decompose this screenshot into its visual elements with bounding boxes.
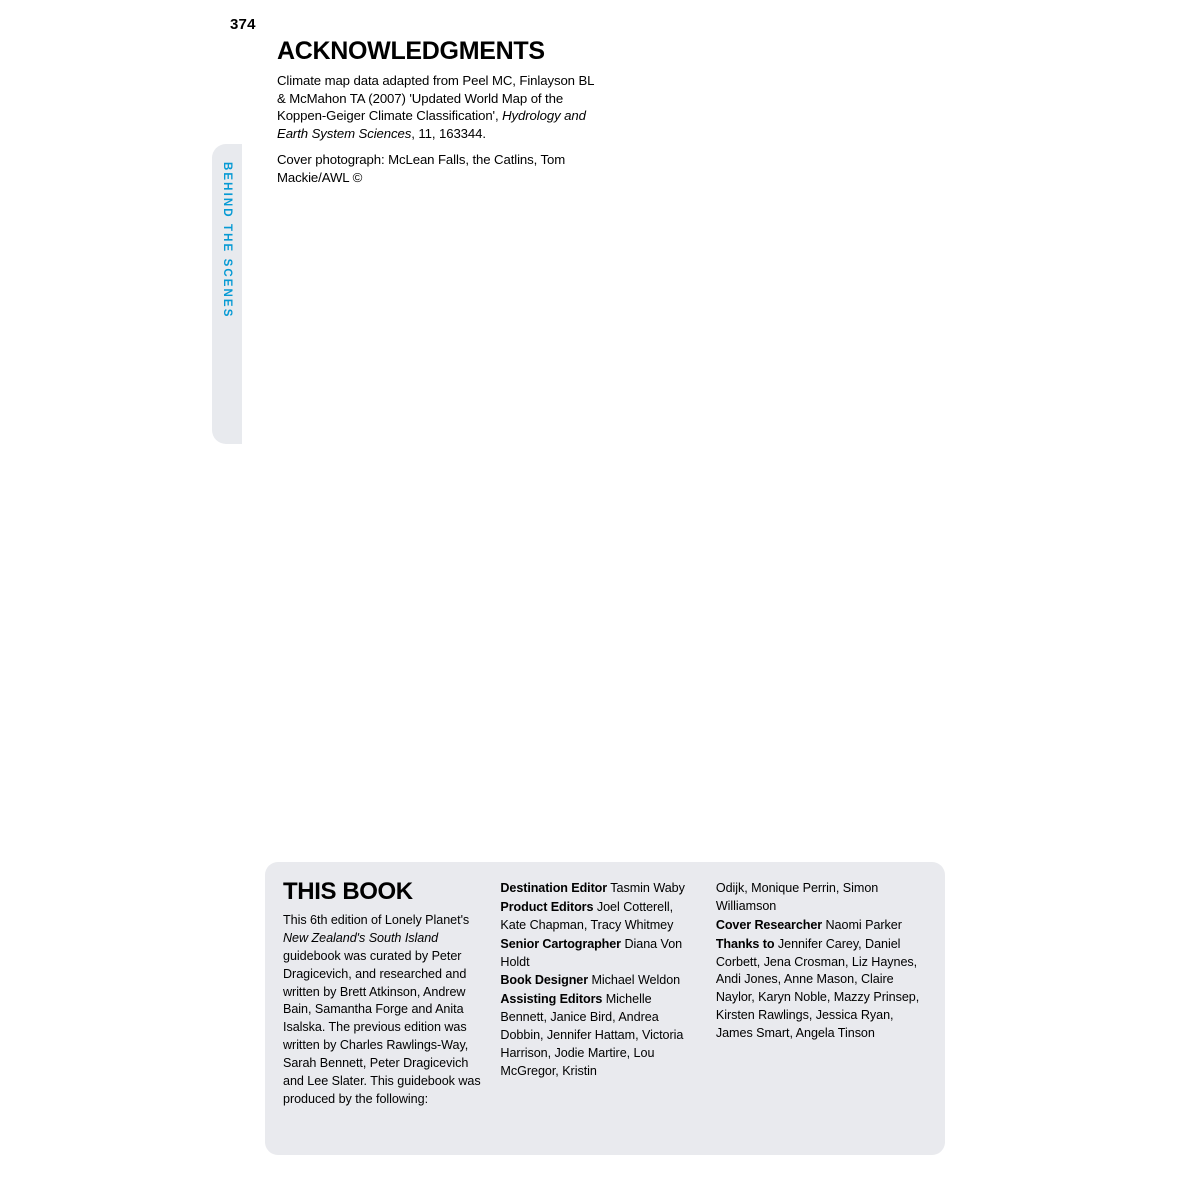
credit-names: Tasmin Waby — [607, 881, 685, 895]
this-book-heading: THIS BOOK — [283, 878, 413, 905]
acknowledgments-paragraph — [277, 151, 595, 186]
ack-p0-pre: Climate map data adapted from Peel MC, Finlayson BL & McMahon TA (2007) 'Updated World Map of the Koppen-Geiger Climate Classification', — [277, 73, 594, 124]
credit-names: Jennifer Carey, Daniel Corbett, Jena Crosman, Liz Haynes, Andi Jones, Anne Mason, Claire Naylor, Karyn Noble, Mazzy Prinsep, Kirsten Rawlings, Jessica Ryan, James Smart, Angela Tinson — [715, 936, 920, 1040]
credit-role: Destination Editor — [500, 881, 608, 895]
credit-names: Michael Weldon — [588, 973, 681, 988]
page-number: 374 — [230, 16, 256, 33]
this-book-panel — [265, 862, 945, 1155]
intro-post: guidebook was curated by Peter Dragicevich, and researched and written by Brett Atkinson, Andrew Bain, Samantha Forge and Anita Isalska. The previous edition was written by Charles Rawlings-Way, Sarah Bennett, Peter Dragicevich and Lee Slater. This guidebook was produced by the following: — [283, 948, 481, 1106]
credit-entry — [716, 936, 923, 1043]
ack-p0-italic: Hydrology and Earth System Sciences — [277, 108, 586, 141]
credit-role: Cover Researcher — [715, 917, 823, 932]
credit-names: Naomi Parker — [822, 917, 902, 932]
credit-continuation: Odijk, Monique Perrin, Simon Williamson — [715, 881, 879, 913]
this-book-column-1 — [283, 880, 500, 1139]
acknowledgments-heading: ACKNOWLEDGMENTS — [277, 37, 545, 65]
ack-p1-pre: Cover photograph: McLean Falls, the Catlins, Tom Mackie/AWL © — [277, 152, 566, 185]
credit-names: Joel Cotterell, Kate Chapman, Tracy Whitmey — [500, 899, 674, 932]
credit-entry — [500, 899, 699, 935]
credit-role: Senior Cartographer — [500, 936, 621, 951]
acknowledgments-section — [277, 38, 595, 187]
acknowledgments-paragraph — [277, 72, 595, 142]
credit-role: Thanks to — [715, 936, 775, 951]
credit-entry — [500, 880, 699, 898]
credit-role: Product Editors — [500, 899, 594, 914]
credit-role: Assisting Editors — [500, 992, 603, 1007]
credit-entry — [500, 936, 699, 972]
this-book-columns — [283, 880, 923, 1139]
intro-pre: This 6th edition of Lonely Planet's — [283, 913, 470, 927]
credit-names: Diana Von Holdt — [500, 936, 683, 969]
credit-entry — [500, 991, 699, 1080]
ack-p0-post: , 11, 163344. — [411, 125, 486, 141]
this-book-column-3 — [716, 880, 923, 1139]
intro-italic-title: New Zealand's South Island — [283, 930, 439, 945]
credit-entry — [716, 917, 923, 935]
this-book-column-2 — [500, 880, 715, 1139]
credit-entry — [500, 972, 699, 990]
credit-role: Book Designer — [500, 973, 588, 988]
credit-names: Michelle Bennett, Janice Bird, Andrea Dobbin, Jennifer Hattam, Victoria Harrison, Jodie Martire, Lou McGregor, Kristin — [500, 992, 684, 1078]
this-book-intro — [283, 912, 482, 1109]
chapter-tab-label: BEHIND THE SCENES — [221, 162, 233, 319]
